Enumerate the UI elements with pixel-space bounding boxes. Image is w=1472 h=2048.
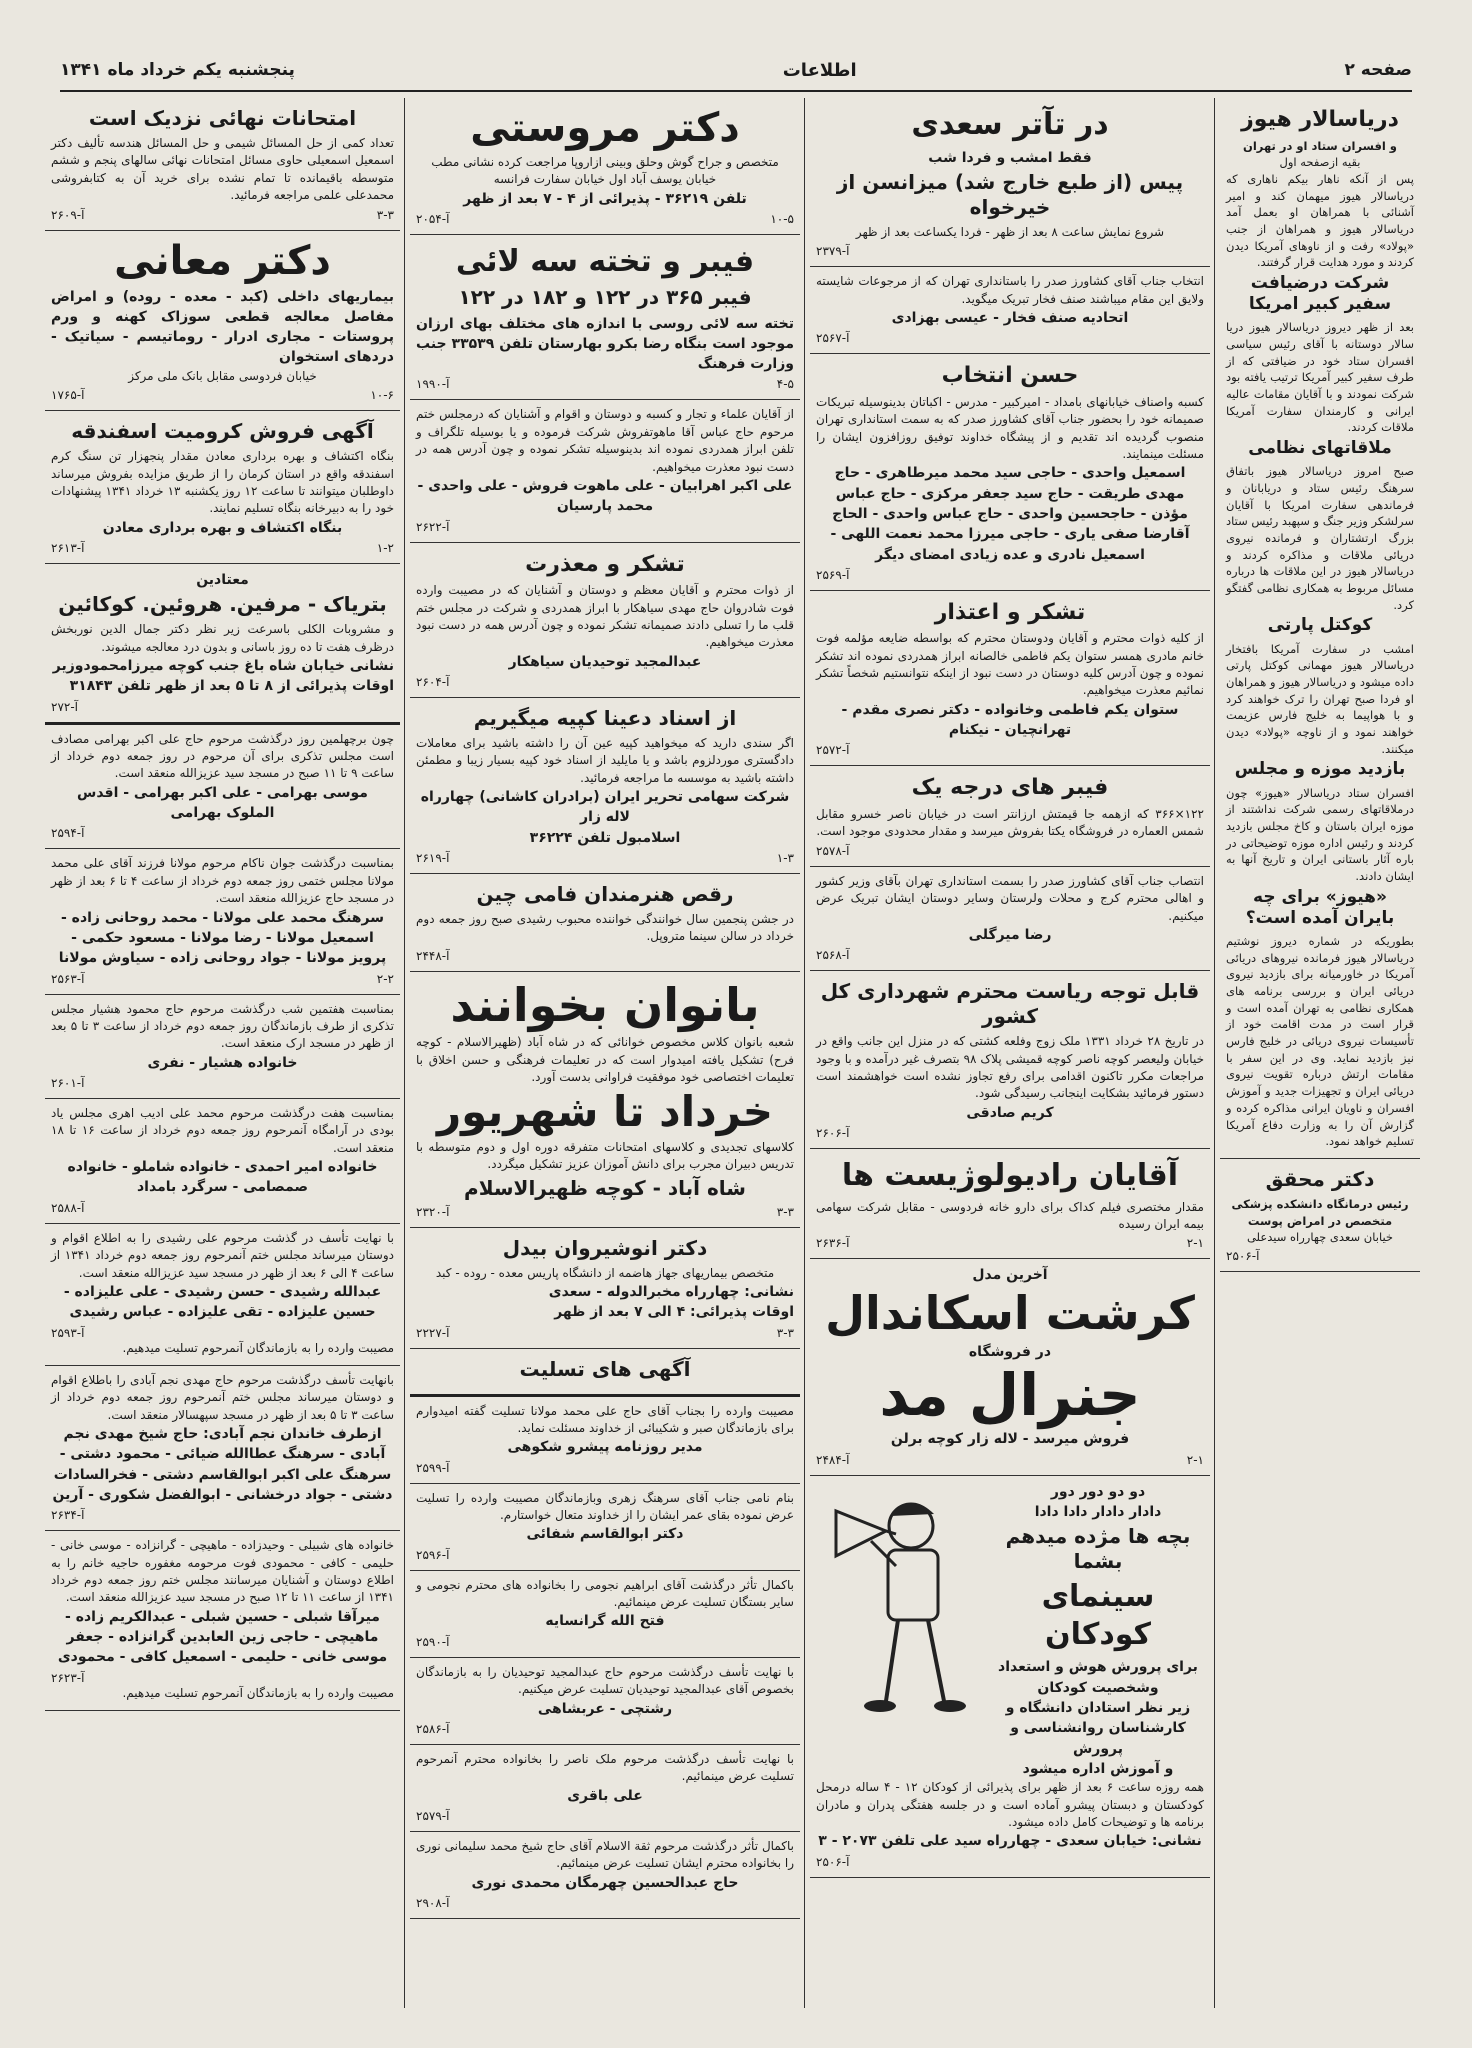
- condolence-item: [410, 1832, 800, 1919]
- ad-body: همه روزه ساعت ۶ بعد از ظهر برای پذیرائی از کودکان ۱۲ - ۴ ساله درمحل کودکستان و دبستان پیشرو آماده است و در جلسه هفتگی پدران و مادران برنامه ها و توضیحات کامل داده میشود.: [816, 1780, 1204, 1829]
- ad-code: [51, 1076, 394, 1090]
- ad-signature: بنگاه اکتشاف و بهره برداری معادن: [102, 519, 343, 536]
- ad-code-text: آ-۲۶۱۹: [416, 851, 450, 866]
- ad-body: از آقایان علماء و تجار و کسبه و دوستان و اقوام و آشنایان که درمجلس ختم مرحوم حاج عباس آقا ماهوتفروش شرکت فرموده و یا بوسیله تلگراف و تلفن ابراز همدردی نموده اند بدینوسیله تشکر نموده و چون آدرس همه در دست نبود معذرت میخواهیم.: [416, 407, 794, 474]
- news-body: بعد از ظهر دیروز دریاسالار هیوز دریا سالار دوستانه با آقای رئیس سیاسی افسران ستاد خود در ضیافتی که از طرف سفیر کبیر آمریکا ترتیب یافته بود شرکت نمودند و با آقایان مقامات عالیه ایرانی و کارمندان سفارت آمریکا ملاقات کردند.: [1226, 320, 1414, 435]
- ad-chromite-sale: [45, 411, 400, 564]
- memorial-notice: [45, 1099, 400, 1224]
- ad-names: سرهنگ محمد علی مولانا - محمد روحانی زاده - اسمعیل مولانا - رضا مولانا - مسعود حکمی - پرویز مولانا - جواد روحانی زاده - سیاوش مولانا: [58, 909, 387, 967]
- ad-code-text: آ-۲۵۹۴: [51, 826, 85, 841]
- news-title: دریاسالار هیوز: [1241, 107, 1399, 132]
- ad-code-text: ۳-۳: [376, 207, 394, 222]
- ad-code-text: آ-۲۵۷۲: [816, 743, 850, 758]
- column-2: [810, 98, 1210, 2008]
- ad-code-text: ۲-۱: [1186, 1236, 1204, 1251]
- news-body: بطوریکه در شماره دیروز نوشتیم دریاسالار هیوز فرمانده نیروهای دریائی آمریکا در خاورمیانه برای بازدید نیروی دریائی ایران و بررسی برنامه های همکاری نظامی به تهران آمده است و قرار است در مدت اقامت خود از تأسیسات نیروی دریائی در خلیج فارس نیز بازدید نماید. وی در این سفر با مقامات ارتش درباره تقویت نیروی دریائی ایران و تجهیزات جدید و آموزش افسران و ناویان ایرانی مذاکره کرده و گزارش آن را به وزارت دفاع آمریکا تسلیم خواهد نمود.: [1226, 934, 1414, 1149]
- ad-code: [51, 541, 394, 555]
- ad-line: بچه ها مژده میدهم بشما: [1005, 1524, 1191, 1574]
- ad-code-text: ۳-۳: [776, 1204, 794, 1219]
- ad-title: تشکر و معذرت: [525, 551, 685, 577]
- ad-code: [816, 568, 1204, 582]
- ad-body: کسبه واصناف خیابانهای بامداد - امیرکبیر - مدرس - اکباتان بدینوسیله تبریکات صمیمانه خود را بحضور جناب آقای کشاورز صدر که به سمت استانداری تهران منصوب گردیده اند تقدیم و از پیشگاه خداوند توفیق روزافزون ایشان را مسئلت مینمایند.: [816, 394, 1204, 461]
- condolence-item: [410, 1484, 800, 1571]
- ad-signature: کریم صادقی: [966, 1104, 1054, 1121]
- ad-names: خانواده هشیار - نفری: [147, 1054, 298, 1071]
- ad-code: [51, 1671, 394, 1685]
- ad-body: مصیبت وارده را بجناب آقای حاج علی محمد مولانا تسلیت گفته امیدوارم برای بازماندگان صبر و شکیبائی از خداوند مسئلت نماید.: [416, 1403, 794, 1435]
- ad-doctor-mohaghegh: [1220, 1159, 1420, 1272]
- ad-code: [416, 377, 794, 391]
- memorial-notice: [45, 1366, 400, 1531]
- ad-code: [816, 844, 1204, 858]
- ad-names: میرآقا شبلی - حسین شبلی - عبدالکریم زاده - ماهیچی - حاجی زین العابدین گرانزاده - جعفر موسی خانی - حلیمی - اسمعیل کافی - محمودی: [57, 1608, 388, 1666]
- ad-body: تعداد کمی از حل المسائل شیمی و حل المسائل هندسه تألیف دکتر اسمعیل اسمعیلی حاوی مسائل امتحانات نهائی سالهای پنجم و ششم متوسطه باقیمانده تا تمام نشده برای خرید آن به کتابفروشی محمدعلی علمی مراجعه فرمائید.: [51, 136, 394, 203]
- ad-body: از ذوات محترم و آقایان معظم و دوستان و آشنایان که در مصیبت وارده فوت شادروان حاج مهدی سیاهکار با ابراز همدردی و شرکت در مجلس ختم قلب ما را تسلی دادند صمیمانه تشکر نموده و چون آدرس همه در دست نبود معذرت میخواهیم.: [416, 583, 794, 650]
- ad-body: بمناسبت درگذشت جوان ناکام مرحوم مولانا فرزند آقای علی محمد مولانا مجلس ختمی روز جمعه دوم خرداد از ساعت ۴ تا ۶ بعد از ظهر در مسجد حاج عزیزالله منعقد است.: [51, 856, 394, 906]
- ad-body: چون برچهلمین روز درگذشت مرحوم حاج علی اکبر بهرامی مصادف است مجلس تذکری برای آن مرحوم در روز جمعه دوم خرداد از ساعت ۹ تا ۱۱ صبح در مسجد سید عزیزالله منعقد است.: [51, 731, 394, 781]
- ad-code: [816, 948, 1204, 962]
- ad-body: اگر سندی دارید که میخواهید کپیه عین آن را داشته باشید برای معاملات دادگستری موردلزوم باشد و یا مایلید از اسناد خود کپیه بسیار زیبا و مطمئن داشته باشید به موسسه ما مراجعه فرمائید.: [416, 735, 794, 785]
- ad-body: با نهایت تأسف در گذشت مرحوم علی رشیدی را به اطلاع اقوام و دوستان میرساند مجلس ختم آنمرحوم روز جمعه دوم خرداد ۱۳۴۱ از ساعت ۴ الی ۶ بعد از ظهر در مسجد سید عزیزالله منعقد است.: [51, 1230, 394, 1280]
- ad-code: [416, 1896, 794, 1910]
- news-heading: کوکتل پارتی: [1267, 615, 1373, 636]
- ad-code: [51, 1508, 394, 1522]
- ad-chinese-dance: [410, 874, 800, 972]
- ad-title: فیبر و تخته سه لائی: [455, 244, 755, 280]
- ad-body: تخته سه لائی روسی با اندازه های مختلف بهای ارزان موجود است بنگاه رضا بکرو بهارستان تلفن ۳۳۵۳۹ جنب وزارت فرهنگ: [416, 315, 794, 373]
- ad-address: نشانی خیابان شاه باغ جنب کوچه میرزامحمودوزیر: [52, 658, 394, 675]
- ad-title: دکتر محقق: [1265, 1166, 1375, 1191]
- ad-body: انتصاب جناب آقای کشاورز صدر را بسمت استانداری تهران بآقای وزیر کشور و اهالی محترم کرج و محلات ولرستان وسایر دوستان ایشان تبریک عرض میکنیم.: [816, 873, 1204, 923]
- ad-code-text: آ-۲۵۹۰: [416, 1634, 450, 1649]
- condolence-item: [410, 1571, 800, 1658]
- ad-doctor-marvasti: [410, 98, 800, 235]
- ad-good-choice: [810, 354, 1210, 591]
- ad-code-text: ۴-۵: [776, 377, 794, 392]
- column-4: [45, 98, 400, 2008]
- ad-tail: مصیبت وارده را به بازماندگان آنمرحوم تسلیت میدهیم.: [122, 1340, 394, 1355]
- ad-body: بنام نامی جناب آقای سرهنگ زهری وبازماندگان مصیبت وارده را تسلیت عرض نموده بقای عمر ایشان را از خداوند متعال خواستارم.: [416, 1490, 794, 1523]
- memorial-notice: [45, 995, 400, 1099]
- ad-code: [51, 972, 394, 986]
- ad-fakhar-union: [810, 267, 1210, 354]
- ad-address: شاه آباد - کوچه ظهیرالاسلام: [464, 1175, 746, 1200]
- ad-code-text: آ-۲۶۲۲: [416, 519, 450, 534]
- ad-code: [51, 826, 394, 840]
- ad-address: نشانی: چهارراه مخبرالدوله - سعدی: [548, 1283, 794, 1300]
- ad-code-text: آ-۲۹۰۸: [416, 1896, 450, 1911]
- ad-code: [816, 244, 1204, 258]
- ad-code: [416, 675, 794, 689]
- ad-code: [416, 212, 794, 226]
- ad-title: حسن انتخاب: [941, 363, 1079, 389]
- ad-code-text: ۱۰-۵: [770, 212, 794, 227]
- ad-code-text: آ-۲۴۸۴: [816, 1452, 850, 1467]
- ad-address: نشانی: خیابان سعدی - چهارراه سید علی تلفن ۲۰۷۳ - ۳: [818, 1833, 1202, 1850]
- ad-ladies-class: [410, 972, 800, 1228]
- ad-address: خیابان فردوسی مقابل بانک ملی مرکز: [128, 368, 317, 383]
- ad-title: دکتر معانی: [114, 237, 331, 284]
- ad-code: [816, 1236, 1204, 1250]
- ad-congratulation: [810, 867, 1210, 971]
- ad-code-text: آ-۲۵۸۸: [51, 1200, 85, 1215]
- ad-pretitle: معتادین: [196, 572, 249, 588]
- page-number: صفحه ۲: [1344, 60, 1412, 80]
- ad-names: اسمعیل واحدی - حاجی سید محمد میرطاهری - حاج مهدی طریقت - حاج سید جعفر مرکزی - حاج عباس مؤذن - حاجحسین واحدی - حاج عباس واحدی - الحاج آقارضا صفی یاری - حاجی میرزا محمد نعمت اللهی - اسمعیل نادری و عده زیادی امضای دیگر: [830, 465, 1190, 563]
- ad-body: متخصص بیماریهای جهاز هاضمه از دانشگاه پاریس معده - روده - کبد: [435, 1265, 775, 1280]
- ad-code-text: ۱-۲: [376, 541, 394, 555]
- news-body: پس از آنکه ناهار بیکم ناهاری که دریاسالار هیوز میهمان کند و امیر آشنائی با همراهان او بعمل آمد دریاسالار هیوز و همراهان از جنب «پولاد» رفت و از ناوهای آمریکا دیدن کردند و مورد هدایت قرار گرفتند.: [1226, 171, 1414, 270]
- ad-signature: رضا میرگلی: [968, 926, 1052, 943]
- ad-store-name: جنرال مد: [879, 1360, 1141, 1429]
- ad-code-text: آ-۲۳۲۰: [416, 1204, 450, 1219]
- news-continued: بقیه ازصفحه اول: [1279, 155, 1361, 170]
- ad-signature: حاج عبدالحسین چهرمگان محمدی نوری: [471, 1874, 739, 1891]
- ad-body: متخصص و جراح گوش وحلق وبینی ازاروپا مراجعت کرده نشانی مطب خیابان یوسف آباد اول خیابان سفارت فرانسه: [431, 155, 779, 187]
- condolence-item: [410, 1397, 800, 1484]
- ad-title: در تآتر سعدی: [911, 107, 1109, 142]
- ad-code-text: آ-۲۵۰۶: [1226, 1248, 1260, 1263]
- trumpet-boy-illustration: [816, 1486, 986, 1726]
- ad-pretitle: آخرین مدل: [972, 1267, 1048, 1284]
- ad-code: [51, 1201, 394, 1215]
- news-heading: ملاقاتهای نظامی: [1248, 438, 1392, 459]
- ad-code: [416, 949, 794, 963]
- ad-code-text: آ-۲۵۰۶: [816, 1854, 850, 1869]
- ad-code-text: آ-۲۵۸۶: [416, 1721, 450, 1736]
- ad-body: از کلیه ذوات محترم و آقایان ودوستان محترم که بواسطه ضایعه مؤلمه فوت خانم مادری همسر ستوان یکم فاطمی خالصانه ابراز همدردی نموده اند تشکر نموده و چون آدرس کلیه دوستان در دست نبود از اینکه نتوانستیم شخصاً تشکر نمائیم معذرت میخواهیم.: [816, 631, 1204, 698]
- ad-code: [416, 1461, 794, 1475]
- ad-title: دکتر انوشیروان بیدل: [502, 1235, 708, 1260]
- ad-code: [416, 1809, 794, 1823]
- ad-code-text: آ-۲۵۹۶: [416, 1547, 450, 1562]
- memorial-notice: [45, 1224, 400, 1366]
- ad-code-text: ۳-۳: [776, 1325, 794, 1340]
- ad-code-text: آ-۲۵۶۹: [816, 567, 850, 582]
- ad-code-text: ۱۰-۶: [370, 388, 394, 403]
- ad-body: در جشن پنجمین سال خوانندگی خواننده محبوب رشیدی صبح روز جمعه دوم خرداد در سالن سینما متروپل.: [416, 912, 794, 944]
- ad-names: موسی بهرامی - علی اکبر بهرامی - اقدس الملوک بهرامی: [77, 784, 368, 822]
- ad-body: باکمال تأثر درگذشت مرحوم ثقة الاسلام آقای حاج شیخ محمد سلیمانی نوری را بخانواده محترم ایشان تسلیت عرض مینمائیم.: [416, 1838, 794, 1871]
- ad-title: آگهی فروش کرومیت اسفندقه: [71, 419, 374, 444]
- ad-title: بتریاک - مرفین. هروئین. کوکائین: [58, 592, 387, 617]
- ad-names: ستوان یکم فاطمی وخانواده - دکتر نصری مقدم - تهرانچیان - نیکنام: [841, 701, 1179, 739]
- ad-code-text: آ-۲۵۶۳: [51, 971, 85, 986]
- ad-doctor-maani: [45, 231, 400, 412]
- ad-line: فیبر ۳۶۵ در ۱۲۲ و ۱۸۲ در ۱۲۲: [458, 284, 752, 309]
- ad-code-text: آ-۲۵۹۹: [416, 1460, 450, 1475]
- ad-code-text: آ-۲۶۰۹: [51, 207, 85, 222]
- section-title: آگهی های تسلیت: [519, 1356, 691, 1381]
- ad-code: [416, 1722, 794, 1736]
- news-heading: شرکت درضیافت سفیر کبیر امریکا: [1248, 272, 1392, 315]
- ad-names: خانواده امیر احمدی - خانواده شاملو - خانواده صمصامی - سرگرد بامداد: [67, 1159, 378, 1196]
- ad-signature: دکتر ابوالقاسم شفائی: [526, 1526, 684, 1543]
- ad-play: پیس (از طبع خارج شد) میزانسن از خیرخواه: [836, 169, 1184, 219]
- ad-code: [416, 1635, 794, 1649]
- column-divider: [804, 98, 805, 2008]
- ad-title: رقص هنرمندان فامی چین: [476, 882, 734, 907]
- news-body: امشب در سفارت آمریکا بافتخار دریاسالار هیوز مهمانی کوکتل پارتی داده میشود و دریاسالار هیوز و همراهان او فردا صبح تهران را ترک خواهند کرد و با هواپیما به خلیج فارس عزیمت خواهند نمود و از ناوچه «پولاد» دیدن میکنند.: [1226, 641, 1414, 756]
- ad-code-text: آ-۲۴۴۸: [416, 948, 450, 963]
- ad-general-mode: [810, 1259, 1210, 1475]
- ad-title: تشکر و اعتذار: [934, 599, 1086, 625]
- ad-line: دادار دادار دادا دادا: [1034, 1504, 1162, 1521]
- ad-code-text: آ-۲۶۳۶: [816, 1236, 850, 1251]
- ad-body: باکمال تأثر درگذشت آقای ابراهیم نجومی را بخانواده های محترم نجومی و سایر بستگان تسلیت عرض مینمائیم.: [416, 1577, 794, 1610]
- ad-kids-cinema: [810, 1476, 1210, 1878]
- ad-code-text: آ-۲۶۰۱: [51, 1075, 85, 1090]
- ad-code: [816, 1855, 1204, 1869]
- ad-code-text: آ-۲۶۳۴: [51, 1508, 85, 1523]
- news-body: صبح امروز دریاسالار هیوز باتفاق سرهنگ رئیس ستاد و دریابانان و فرماندهی سفارت امریکا با آقایان سرلشکر وزیر جنگ و سپهبد رئیس ستاد بزرگ ارتشتاران و فرمانده نیروی دریائی ملاقات و مذاکره کردند و دریاسالار هیوز در این ملاقات ها درباره مسائل مربوط به همکاری نظامی گفتگو کرد.: [1226, 464, 1414, 612]
- ad-body: خانواده های شبیلی - وحیدزاده - ماهیچی - گرانزاده - موسی خانی - حلیمی - کافی - محمودی فوت مرحومه مغفوره حاجیه خانم را به اطلاع دوستان و آشنایان میرسانند مجلس ختم روز جمعه دوم خرداد ۱۳۴۱ از ساعت ۱۱ تا ۱۲ صبح در مسجد سید عزیزالله منعقد است.: [51, 1538, 394, 1605]
- ad-tires: [810, 766, 1210, 866]
- column-divider: [1214, 98, 1215, 2008]
- ad-line: وشخصیت کودکان: [1037, 1679, 1159, 1696]
- ad-headline: خرداد تا شهریور: [436, 1086, 774, 1136]
- ad-code: [51, 388, 394, 402]
- ad-body: کلاسهای تجدیدی و کلاسهای امتحانات متفرقه دوره اول و دوم متوسطه با تدریس دبیران مجرب برای دانش آموزان عزیز تشکیل میگردد.: [416, 1139, 794, 1172]
- page-header: [60, 50, 1412, 92]
- column-1: [1220, 98, 1420, 2008]
- ad-names: ازطرف خاندان نجم آبادی: حاج شیخ مهدی نجم آبادی - سرهنگ عطاالله ضیائی - محمود دشتی - سرهنگ علی اکبر ابوالقاسم دشتی - فخرالسادات دشتی - جواد درخشانی - ابوالفضل شکوری - آرین: [52, 1426, 393, 1503]
- ad-code-text: آ-۲۵۷۸: [816, 843, 850, 858]
- ad-code-text: آ-۲۵۹۳: [51, 1325, 85, 1340]
- ad-body: بیماریهای داخلی (کبد - معده - روده) و امراض مفاصل معالجه قطعی سوزاک کهنه و ورم پروستات - مجاری ادرار - روماتیسم - سیاتیک - دردهای استخوان: [51, 288, 394, 366]
- ad-body: با نهایت تأسف درگذشت مرحوم حاج عبدالمجید توحیدیان را به بازماندگان بخصوص آقای عبدالمجید توحیدیان تسلیت عرض میکنیم.: [416, 1664, 794, 1697]
- condolences-header: [410, 1349, 800, 1397]
- ad-address: فروش میرسد - لاله زار کوچه برلن: [890, 1431, 1130, 1448]
- ad-names: عبدالله رشیدی - حسن رشیدی - علی علیزاده - حسین علیزاده - تقی علیزاده - عباس رشیدی: [63, 1283, 382, 1321]
- ad-code-text: آ-۲۷۲: [51, 699, 79, 714]
- ad-code-text: آ-۲۰۵۴: [416, 212, 450, 227]
- news-admiral-hughes: [1220, 98, 1420, 1159]
- ad-title: سینمای کودکان: [1041, 1579, 1155, 1652]
- ad-fiber-plywood: [410, 235, 800, 400]
- ad-code: [51, 700, 394, 714]
- ad-code-text: آ-۱۹۹۰: [416, 377, 450, 392]
- ad-code: [416, 520, 794, 534]
- ad-body: در تاریخ ۲۸ خرداد ۱۳۳۱ ملک زوج وفلعه کشتی که در منزل این جانب واقع در خیابان ولیعصر کوچه ناصر کوچه قمیشی پلاک ۹۸ بتصرف غیر درآمده و با وجود مراجعات مکرر تاکنون اقدامی برای رفع تجاوز نشده است خواهشمند است دستور فرمائید بشکایت اینجانب رسیدگی شود.: [816, 1034, 1204, 1101]
- ad-line: در فروشگاه: [968, 1344, 1052, 1361]
- ad-saadi-theater: [810, 98, 1210, 267]
- ad-title: کرشت اسکاندال: [825, 1285, 1195, 1340]
- ad-line: دو دو دور دور: [1050, 1483, 1146, 1500]
- ad-phone: اسلامبول تلفن ۳۶۲۲۴: [529, 829, 681, 846]
- news-subtitle: و افسران ستاد او در تهران: [1243, 138, 1397, 153]
- ad-signature: اتحادیه صنف فخار - عیسی بهزادی: [891, 309, 1129, 326]
- ad-code-text: آ-۲۶۰۴: [416, 674, 450, 689]
- ad-signature: فتح الله گرانسایه: [545, 1613, 665, 1630]
- ad-title: بانوان بخوانند: [450, 977, 760, 1032]
- ad-code: [416, 1326, 794, 1340]
- ad-body: بمناسبت هفتمین شب درگذشت مرحوم حاج محمود هشیار مجلس تذکری از طرف بازماندگان روز جمعه دوم خرداد از ساعت ۳ تا ۵ بعد از ظهر در مسجد ارک منعقد است.: [51, 1001, 394, 1051]
- condolence-item: [410, 1745, 800, 1832]
- ad-title: آقایان رادیولوژیست ها: [841, 1158, 1179, 1194]
- memorial-notice: [45, 849, 400, 994]
- news-body: افسران ستاد دریاسالار «هیوز» چون درملاقاتهای رسمی شرکت نداشتند از موزه ایران باستان و کاخ مجلس بازدید کردند و رئیس اداره موزه توضیحاتی در باره آثار باستانی ایران و تاریخ آنها به ایشان دادند.: [1226, 785, 1414, 883]
- newspaper-name: اطلاعات: [782, 59, 857, 81]
- ad-body: بمناسبت هفت درگذشت مرحوم محمد علی ادیب اهری مجلس یاد بودی در آرامگاه آنمرحوم روز جمعه دوم خرداد از ساعت ۱۶ تا ۱۸ منعقد است.: [51, 1105, 394, 1155]
- ad-thanks-siahkar: [410, 543, 800, 698]
- ad-final-exams: [45, 98, 400, 231]
- issue-date: پنجشنبه یکم خرداد ماه ۱۳۴۱: [60, 60, 295, 80]
- ad-signature: علی باقری: [567, 1787, 643, 1804]
- ad-code-text: آ-۲۶۰۶: [816, 1126, 850, 1141]
- column-divider: [404, 98, 405, 2008]
- ad-code-text: آ-۲۳۷۹: [816, 244, 850, 259]
- ad-line: شروع نمایش ساعت ۸ بعد از ظهر - فردا یکساعت بعد از ظهر: [855, 224, 1165, 239]
- ad-line: و آموزش اداره میشود: [1022, 1760, 1174, 1777]
- ad-phone: تلفن ۳۶۲۱۹ - پذیرائی از ۴ - ۷ بعد از ظهر: [463, 190, 747, 207]
- ad-thanks-alaei: [410, 400, 800, 542]
- ad-code-text: ۲-۱: [1186, 1452, 1204, 1467]
- ad-code: [416, 1548, 794, 1562]
- ad-code: [416, 1205, 794, 1219]
- ad-signature: مدیر روزنامه پیشرو شکوهی: [507, 1439, 703, 1456]
- condolence-item: [410, 1658, 800, 1745]
- ad-hours: اوقات پذیرائی: ۴ الی ۷ بعد از ظهر: [554, 1304, 794, 1321]
- ad-line: زیر نظر استادان دانشگاه و: [1005, 1699, 1191, 1716]
- ad-tail: مصیبت وارده را به بازماندگان آنمرحوم تسلیت میدهیم.: [122, 1685, 394, 1700]
- ad-title: دکتر مروستی: [470, 105, 740, 151]
- ad-code-text: آ-۲۵۷۹: [416, 1808, 450, 1823]
- ad-code-text: آ-۲۶۲۳: [51, 1670, 85, 1685]
- ad-addiction-treatment: [45, 564, 400, 725]
- ad-code-text: آ-۱۷۶۵: [51, 388, 85, 403]
- ad-title: از اسناد دعینا کپیه میگیریم: [473, 705, 737, 730]
- memorial-notice: [45, 1531, 400, 1711]
- ad-code-text: آ-۲۶۱۳: [51, 541, 85, 555]
- ad-signature: عبدالمجید توحیدیان سیاهکار: [508, 653, 702, 670]
- ad-line: کارشناسان روانشناسی و پرورش: [1010, 1720, 1186, 1757]
- ad-body: با نهایت تأسف درگذشت مرحوم ملک ناصر را بخانواده محترم آنمرحوم تسلیت عرض مینمائیم.: [416, 1751, 794, 1784]
- ad-code: [816, 1453, 1204, 1467]
- ad-body: رئیس درمانگاه دانشکده پزشکی متخصص در امراض پوست: [1231, 1196, 1409, 1228]
- news-heading: «هیوز» برای چه بایران آمده است؟: [1245, 886, 1395, 928]
- column-3: [410, 98, 800, 2008]
- ad-body: ۱۲۲×۳۶۶ که ازهمه جا قیمتش ارزانتر است در خیابان ناصر خسرو مقابل شمس العماره در فروشگاه یکتا بفروش میرسد و مقدار محدودی موجود است.: [816, 806, 1204, 839]
- ad-title: امتحانات نهائی نزدیک است: [88, 106, 357, 130]
- ad-doctor-bidel: [410, 1228, 800, 1349]
- ad-thanks-apology: [810, 591, 1210, 767]
- ad-code-text: ۲-۲: [376, 971, 394, 986]
- ad-code: [416, 851, 794, 865]
- ad-address: خیابان سعدی چهارراه سیدعلی: [1246, 1230, 1394, 1245]
- ad-line: فقط امشب و فردا شب: [928, 149, 1092, 166]
- ad-signature: رشتچی - عربشاهی: [537, 1700, 673, 1717]
- ad-body: شعبه بانوان کلاس مخصوص خوانائی که در شاه آباد (ظهیرالاسلام - کوچه فرح) تشکیل یافته امیدوار است که در تعلیمات فرهنگی و حسن اخلاق با تعلیمات اختصاصی خود موفقیت فراوانی بدست آورد.: [416, 1035, 794, 1085]
- news-heading: بازدید موزه و مجلس: [1234, 759, 1406, 780]
- ad-mayor-notice: [810, 971, 1210, 1149]
- ad-code: [816, 1126, 1204, 1140]
- ad-names: علی اکبر اهرابیان - علی ماهوت فروش - علی واحدی - محمد پارسیان: [417, 478, 793, 515]
- ad-code: [816, 743, 1204, 757]
- ad-body: بانهایت تأسف درگذشت مرحوم حاج مهدی نجم آبادی را باطلاع اقوام و دوستان میرساند مجلس ختم آنمرحوم روز جمعه دوم خرداد از ساعت ۳ تا ۵ بعد از ظهر در مسجد سپهسالار منعقد است.: [51, 1372, 394, 1422]
- ad-body: مقدار مختصری فیلم کداک برای دارو خانه فردوسی - مقابل شرکت سهامی بیمه ایران رسیده: [816, 1199, 1204, 1231]
- ad-code: [51, 208, 394, 222]
- ad-code-text: آ-۲۵۶۷: [816, 331, 850, 346]
- ad-line: برای پرورش هوش و استعداد: [998, 1659, 1198, 1676]
- memorial-notice: [45, 725, 400, 850]
- ad-title: فیبر های درجه یک: [911, 775, 1109, 801]
- ad-title: قابل توجه ریاست محترم شهرداری کل کشور: [820, 979, 1200, 1029]
- ad-code: [816, 331, 1204, 345]
- ad-body: بنگاه اکتشاف و بهره برداری معادن مقدار پنجهزار تن سنگ کرم اسفندقه واقع در استان کرمان را از طریق مزایده بفروش میرساند داوطلبان میتوانند تا ساعت ۱۲ روز یکشنبه ۱۳ خرداد ۱۳۴۱ پیشنهادات خود را به دبیرخانه بنگاه تسلیم نمایند.: [51, 449, 394, 516]
- ad-radiologists: [810, 1149, 1210, 1259]
- ad-code-text: آ-۲۲۲۷: [416, 1325, 450, 1340]
- ad-code-text: ۱-۳: [776, 851, 794, 866]
- ad-code-text: آ-۲۵۶۸: [816, 948, 850, 963]
- ad-phone: اوقات پذیرائی از ۸ تا ۵ بعد از ظهر تلفن ۳۱۸۴۳: [69, 678, 394, 695]
- ad-body: انتخاب جناب آقای کشاورز صدر را باستانداری تهران که از مرجوعات شایسته ولایق این مقام میباشند صنف فخار تبریک میگوید.: [816, 274, 1204, 306]
- ad-document-copy: [410, 698, 800, 874]
- ad-address: شرکت سهامی تحریر ایران (برادران کاشانی) چهارراه لاله زار: [420, 789, 790, 826]
- ad-code: [51, 1326, 394, 1340]
- ad-body: و مشروبات الکلی باسرعت زیر نظر دکتر جمال الدین نوربخش درظرف هفت تا ده روز باسانی و بدون درد معالجه میشوند.: [51, 622, 394, 654]
- ad-code: [1226, 1249, 1414, 1263]
